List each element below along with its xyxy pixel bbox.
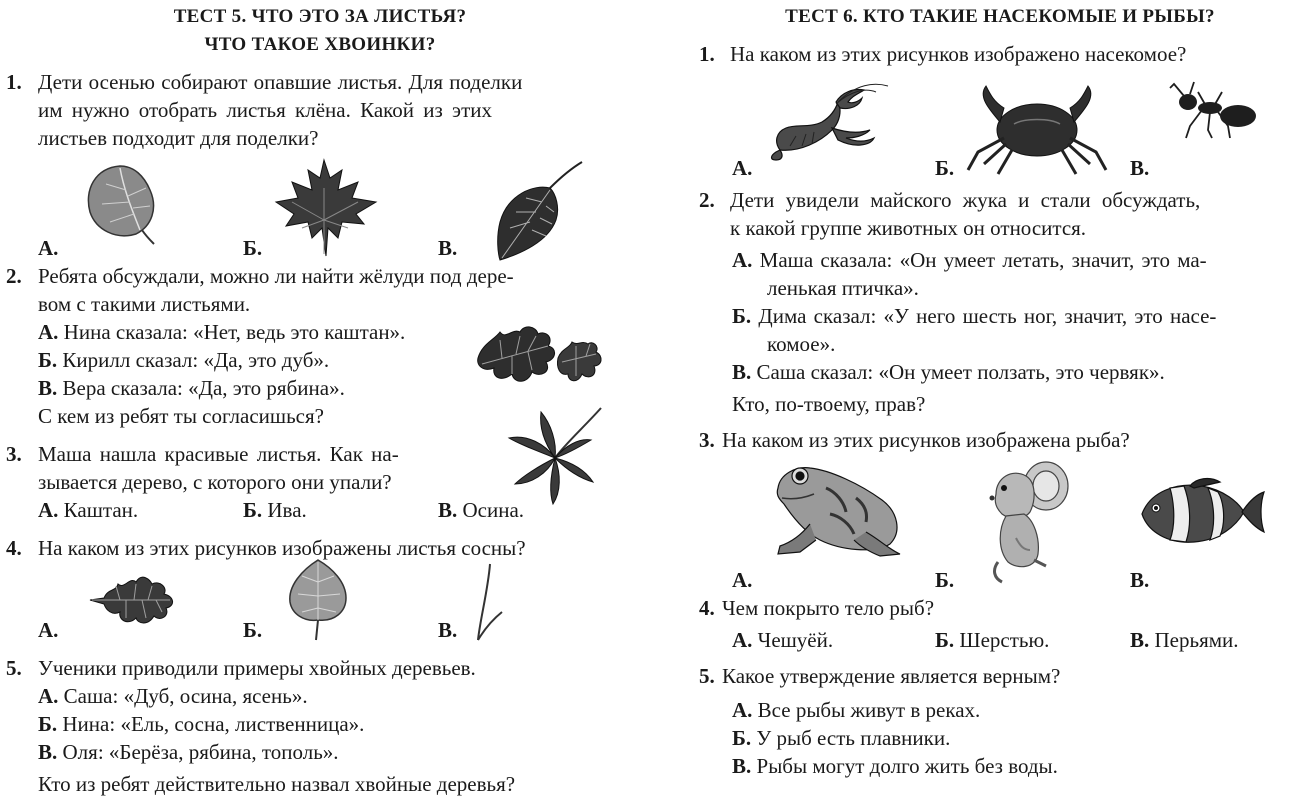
t6-q3-option-v[interactable]: В. [1130,568,1150,592]
t6-q1-option-b[interactable]: Б. [935,156,955,180]
oak-leaves-image [472,318,608,392]
t6-q4-answer-v[interactable]: В. Перьями. [1130,628,1239,652]
aspen-leaf-image [284,556,354,642]
t5-q4-option-a[interactable]: А. [38,618,59,642]
t6-q2-question: Кто, по-твоему, прав? [732,392,926,416]
t6-q1-option-v[interactable]: В. [1130,156,1150,180]
t6-q2-number: 2. [699,188,715,212]
t5-q2-question: С кем из ребят ты согласишься? [38,404,324,428]
t5-q1-text-line3: листьев подходит для поделки? [38,126,319,150]
t6-q3-text: На каком из этих рисунков изображена рыба? [722,428,1130,452]
t5-q2-answer-v[interactable]: В. Вера сказала: «Да, это рябина». [38,376,345,400]
t6-q2-answer-a-line1[interactable]: А. Маша сказала: «Он умеет летать, значит, это ма- [732,248,1207,272]
t5-q1-option-a[interactable]: А. [38,236,59,260]
t6-q3-option-b[interactable]: Б. [935,568,955,592]
t6-q4-answer-a[interactable]: А. Чешуёй. [732,628,834,652]
t5-q1-option-v[interactable]: В. [438,236,458,260]
t6-q2-text-line1: Дети увидели майского жука и стали обсуждать, [730,188,1201,212]
t5-q4-text: На каком из этих рисунков изображены листья сосны? [38,536,526,560]
t5-q1-text-line1: Дети осенью собирают опавшие листья. Для поделки [38,70,523,94]
t6-q4-text: Чем покрыто тело рыб? [722,596,935,620]
t6-q2-answer-b-line1[interactable]: Б. Дима сказал: «У него шесть ног, значит, это насе- [732,304,1217,328]
t5-q2-number: 2. [6,264,22,288]
t5-q3-number: 3. [6,442,22,466]
t5-q1-number: 1. [6,70,22,94]
ant-image [1168,80,1264,140]
t5-q4-option-b[interactable]: Б. [243,618,263,642]
t5-q5-answer-v[interactable]: В. Оля: «Берёза, рябина, тополь». [38,740,339,764]
crayfish-image [766,80,890,162]
t5-q1-text-line2: им нужно отобрать листья клёна. Какой из этих [38,98,492,122]
t6-q5-text: Какое утверждение является верным? [722,664,1061,688]
t5-q2-text-line1: Ребята обсуждали, можно ли найти жёлуди под дере- [38,264,514,288]
test6-title: ТЕСТ 6. КТО ТАКИЕ НАСЕКОМЫЕ И РЫБЫ? [785,6,1215,27]
test5-title-line1: ТЕСТ 5. ЧТО ЭТО ЗА ЛИСТЬЯ? [173,6,467,27]
t6-q1-text: На каком из этих рисунков изображено насекомое? [730,42,1187,66]
t6-q5-number: 5. [699,664,715,688]
test5-title-line2: ЧТО ТАКОЕ ХВОИНКИ? [204,34,436,55]
oak-leaf-image [86,566,186,630]
t5-q5-answer-b[interactable]: Б. Нина: «Ель, сосна, лиственница». [38,712,365,736]
t6-q5-answer-a[interactable]: А. Все рыбы живут в реках. [732,698,981,722]
t5-q4-option-v[interactable]: В. [438,618,458,642]
t5-q2-text-line2: вом с такими листьями. [38,292,251,316]
t5-q5-answer-a[interactable]: А. Саша: «Дуб, осина, ясень». [38,684,308,708]
t6-q1-number: 1. [699,42,715,66]
t5-q3-answer-a[interactable]: А. Каштан. [38,498,139,522]
t5-q1-option-b[interactable]: Б. [243,236,263,260]
t5-q3-text-line2: зывается дерево, с которого они упали? [38,470,392,494]
t6-q3-number: 3. [699,428,715,452]
t6-q2-answer-b-line2: комое». [767,332,836,356]
t5-q2-answer-b[interactable]: Б. Кирилл сказал: «Да, это дуб». [38,348,330,372]
crab-image [964,78,1110,176]
t6-q2-answer-a-line2: ленькая птичка». [767,276,919,300]
t5-q3-answer-b[interactable]: Б. Ива. [243,498,307,522]
t6-q5-answer-b[interactable]: Б. У рыб есть плавники. [732,726,951,750]
t6-q4-number: 4. [699,596,715,620]
clownfish-image [1136,474,1266,550]
linden-leaf-image [80,160,170,250]
frog-image [770,454,906,558]
t5-q4-number: 4. [6,536,22,560]
t6-q4-answer-b[interactable]: Б. Шерстью. [935,628,1050,652]
birch-leaf-image [490,158,590,262]
t5-q5-question: Кто из ребят действительно назвал хвойные деревья? [38,772,516,796]
t6-q2-answer-v[interactable]: В. Саша сказал: «Он умеет ползать, это червяк». [732,360,1165,384]
t5-q5-number: 5. [6,656,22,680]
t6-q2-text-line2: к какой группе животных он относится. [730,216,1087,240]
t6-q3-option-a[interactable]: А. [732,568,753,592]
mouse-image [976,458,1072,584]
t5-q3-text-line1: Маша нашла красивые листья. Как на- [38,442,399,466]
t6-q5-answer-v[interactable]: В. Рыбы могут долго жить без воды. [732,754,1058,778]
chestnut-leaf-image [505,404,605,508]
t6-q1-option-a[interactable]: А. [732,156,753,180]
t5-q3-answer-v[interactable]: В. Осина. [438,498,525,522]
maple-leaf-image [272,158,382,258]
t5-q2-answer-a[interactable]: А. Нина сказала: «Нет, ведь это каштан». [38,320,406,344]
t5-q5-text: Ученики приводили примеры хвойных деревьев. [38,656,476,680]
pine-needles-image [474,560,504,642]
